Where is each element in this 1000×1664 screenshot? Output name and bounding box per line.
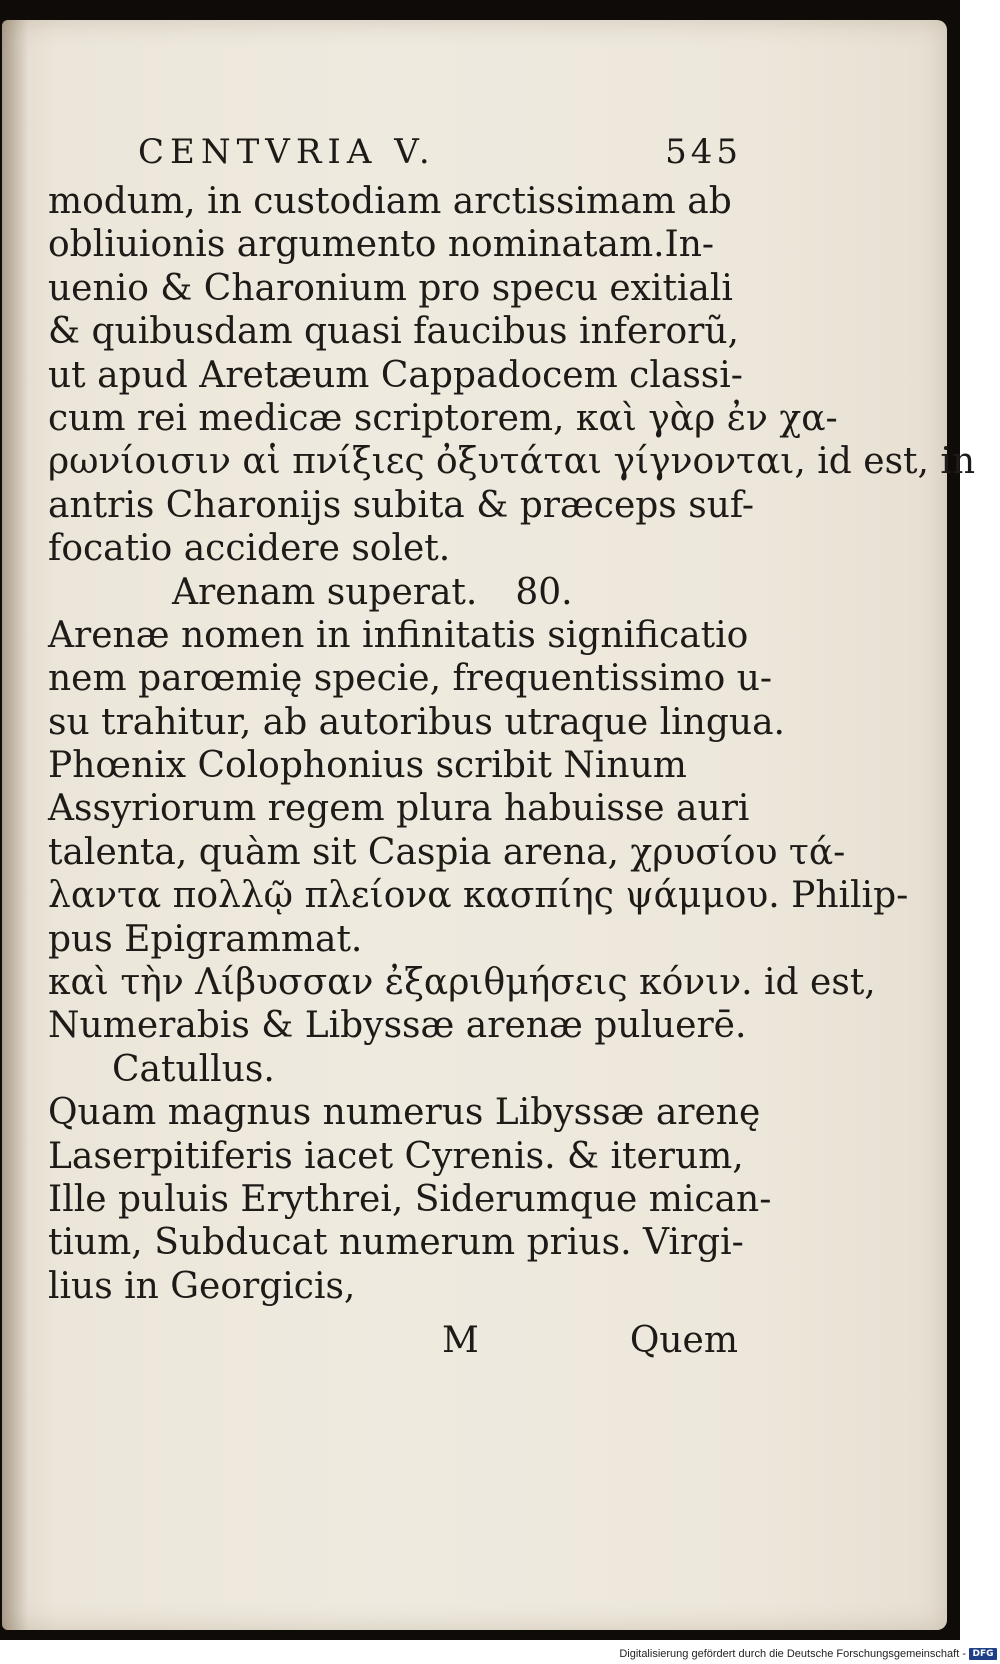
catch-line xyxy=(48,1312,738,1372)
text-line xyxy=(48,657,773,700)
text-line xyxy=(48,744,738,787)
text-line-content: Quam magnus numerus Libyssæ arenę xyxy=(48,1092,761,1134)
gutter-shadow xyxy=(2,20,28,1630)
catchword: Quem xyxy=(629,1320,738,1362)
text-line-content: cum rei medicæ scriptorem, καὶ γὰρ ἐν χα- xyxy=(48,397,838,439)
text-line-content: Phœnix Colophonius scribit Ninum xyxy=(48,745,687,787)
text-line-content: tium, Subducat numerum prius. Virgi- xyxy=(48,1222,744,1264)
text-line xyxy=(48,440,976,483)
digitization-credit xyxy=(0,1644,1000,1664)
text-line xyxy=(48,1221,744,1264)
text-line-content: focatio accidere solet. xyxy=(48,528,451,570)
page-number: 545 xyxy=(665,132,742,172)
text-line xyxy=(48,180,738,223)
text-line-content: talenta, quàm sit Caspia arena, χρυσίου τά- xyxy=(48,831,846,873)
text-line-content: lius in Georgicis, xyxy=(48,1265,356,1307)
adage-number: 80. xyxy=(515,571,573,613)
text-line xyxy=(48,918,738,961)
text-line xyxy=(48,614,749,657)
text-line xyxy=(48,1135,744,1178)
dfg-logo-icon[interactable]: DFG xyxy=(969,1648,997,1660)
text-line-content: nem parœmię specie, frequentissimo u- xyxy=(48,658,773,700)
text-line xyxy=(48,1178,772,1221)
text-line xyxy=(48,874,909,917)
text-line-content: su trahitur, ab autoribus utraque lingua. xyxy=(48,701,785,743)
text-line-content: Catullus. xyxy=(112,1048,275,1090)
text-line-content: λαντα πολλῷ πλείονα κασπίης ψάμμου. Philip- xyxy=(48,875,909,917)
text-line-content: Assyriorum regem plura habuisse auri xyxy=(48,788,750,830)
text-line xyxy=(48,701,785,744)
text-line xyxy=(48,397,838,440)
text-line xyxy=(48,1091,761,1134)
text-line xyxy=(48,310,738,353)
running-head xyxy=(48,120,742,180)
credit-text: Digitalisierung gefördert durch die Deutsche Forschungsgemeinschaft - xyxy=(619,1648,966,1660)
text-line xyxy=(48,223,738,266)
text-line xyxy=(48,787,750,830)
text-line-content: Numerabis & Libyssæ arenæ puluerē. xyxy=(48,1005,747,1047)
text-line-content: ut apud Aretæum Cappadocem classi- xyxy=(48,354,743,396)
text-line-content: pus Epigrammat. xyxy=(48,918,363,960)
text-line xyxy=(48,527,738,570)
text-line xyxy=(48,1265,738,1308)
text-line-content: uenio & Charonium pro specu exitiali xyxy=(48,267,733,309)
text-line-content: Arenæ nomen in infinitatis significatio xyxy=(48,614,749,656)
book-page xyxy=(2,20,976,1630)
text-line xyxy=(48,484,755,527)
text-line-content: modum, in custodiam arctissimam ab xyxy=(48,181,732,222)
text-line-content: ρωνίοισιν αἱ πνίξιες ὀξυτάται γίγνονται, id est, in xyxy=(48,441,976,483)
text-line-content: Arenam superat. xyxy=(172,571,478,613)
text-line xyxy=(48,1004,747,1047)
text-line-content: antris Charonijs subita & præceps suf- xyxy=(48,484,755,526)
body-text xyxy=(48,180,976,1308)
text-line-content: & quibusdam quasi faucibus inferorũ, xyxy=(48,311,739,353)
text-line xyxy=(48,354,743,397)
text-line-content: obliuionis argumento nominatam.In- xyxy=(48,224,715,266)
text-line-content: καὶ τὴν Λίβυσσαν ἐξαριθμήσεις κόνιν. id est, xyxy=(48,962,876,1004)
signature-mark: M xyxy=(442,1320,479,1362)
running-head-title: CENTVRIA V. xyxy=(138,132,436,172)
text-line xyxy=(48,1048,738,1091)
text-line xyxy=(48,267,738,310)
text-line-content: Laserpitiferis iacet Cyrenis. & iterum, xyxy=(48,1135,744,1177)
page-text-block xyxy=(48,120,976,1372)
text-line xyxy=(48,961,876,1004)
text-line xyxy=(48,831,846,874)
text-line xyxy=(48,571,738,614)
text-line-content: Ille puluis Erythrei, Siderumque mican- xyxy=(48,1178,772,1220)
